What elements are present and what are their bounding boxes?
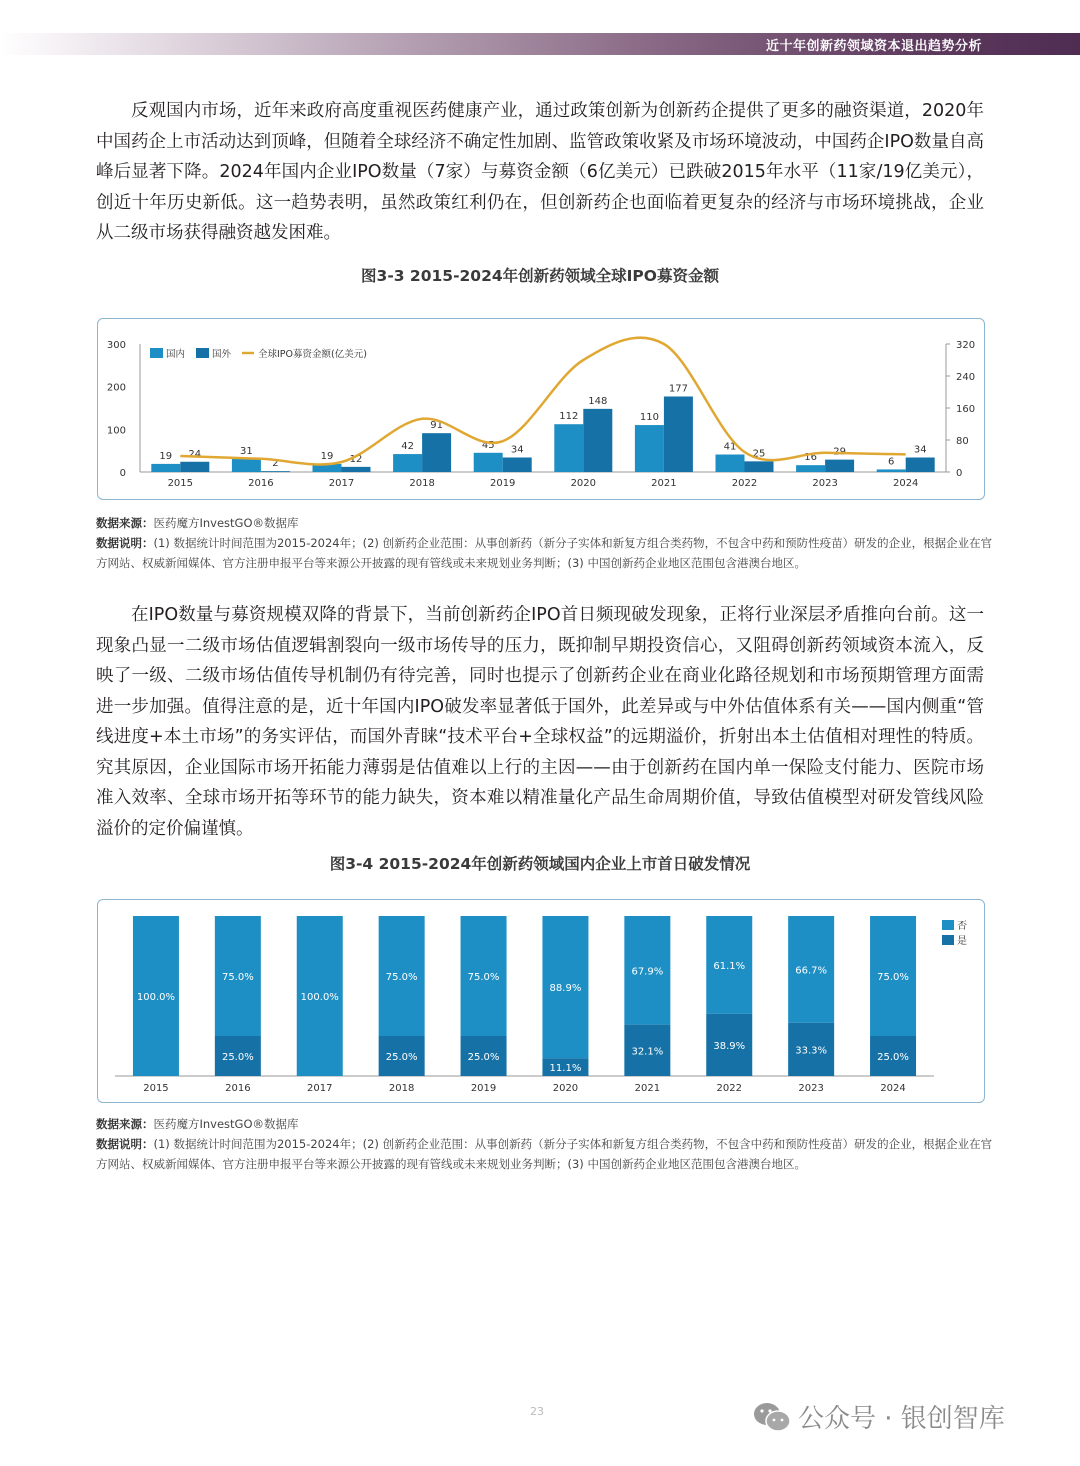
bar-label-no: 75.0% bbox=[877, 972, 909, 983]
bar-label-yes: 25.0% bbox=[385, 1052, 418, 1063]
x-tick-label: 2016 bbox=[225, 1083, 251, 1094]
legend-label-foreign: 国外 bbox=[212, 349, 232, 360]
bar-label-foreign: 12 bbox=[349, 453, 363, 465]
x-tick-label: 2024 bbox=[892, 478, 919, 489]
bar-label-no: 75.0% bbox=[385, 972, 418, 983]
x-tick-label: 2022 bbox=[731, 478, 758, 489]
x-tick-label: 2020 bbox=[570, 478, 597, 489]
bar-domestic bbox=[232, 459, 261, 472]
bar-domestic bbox=[635, 425, 664, 472]
bar-label-no: 88.9% bbox=[549, 983, 582, 995]
paragraph-1 bbox=[96, 96, 984, 249]
bar-domestic bbox=[877, 469, 906, 472]
bar-label-foreign: 29 bbox=[833, 446, 846, 458]
bar-domestic bbox=[554, 424, 583, 472]
figure-2-notes bbox=[96, 1114, 996, 1174]
bar-label-foreign: 25 bbox=[752, 448, 766, 460]
legend-swatch-yes bbox=[942, 935, 954, 945]
bar-label-foreign: 2 bbox=[272, 458, 279, 470]
bar-label-foreign: 177 bbox=[668, 383, 688, 395]
left-tick-label: 300 bbox=[106, 340, 126, 351]
bar-domestic bbox=[796, 465, 825, 472]
right-tick-label: 320 bbox=[956, 340, 976, 351]
figure-2-chart bbox=[97, 899, 985, 1103]
figure-2-source: 数据来源：医药魔方InvestGO®数据库 bbox=[96, 1117, 299, 1131]
bar-label-yes: 32.1% bbox=[631, 1046, 664, 1058]
legend-swatch-foreign bbox=[196, 348, 209, 358]
bar-domestic bbox=[716, 455, 745, 472]
figure-2-title: 图3-4 2015-2024年创新药领域国内企业上市首日破发情况 bbox=[329, 855, 751, 873]
bar-label-domestic: 19 bbox=[159, 450, 173, 462]
bar-label-domestic: 112 bbox=[559, 411, 579, 423]
bar-label-no: 75.0% bbox=[221, 972, 254, 983]
legend-label-line: 全球IPO募资金额(亿美元) bbox=[258, 349, 367, 360]
bar-label-domestic: 41 bbox=[723, 441, 737, 453]
figure-1-note: 数据说明：(1) 数据统计时间范围为2015-2024年；(2) 创新药企业范围：从事创新药（新分子实体和新复方组合类药物，不包含中药和预防性疫苗）研发的企业，根据企业在官方网站、权威新闻媒体、官方注册申报平台等来源公开披露的现有管线或未来规划业务判断；(3) 中国创新药企业地区范围包含港澳台地区。 bbox=[96, 536, 993, 570]
right-tick-label: 160 bbox=[956, 404, 976, 415]
bar-foreign bbox=[583, 409, 612, 472]
bar-label-no: 67.9% bbox=[631, 966, 664, 978]
bar-domestic bbox=[393, 454, 422, 472]
figure-1-notes bbox=[96, 513, 996, 573]
bar-domestic bbox=[151, 464, 180, 472]
watermark bbox=[752, 1398, 1005, 1435]
legend-label-yes: 是 bbox=[957, 936, 967, 947]
x-tick-label: 2018 bbox=[409, 478, 435, 489]
x-tick-label: 2019 bbox=[470, 1083, 497, 1094]
bar-foreign bbox=[422, 433, 451, 472]
header-title: 近十年创新药领域资本退出趋势分析 bbox=[765, 39, 982, 54]
x-tick-label: 2020 bbox=[552, 1083, 579, 1094]
figure-1-chart bbox=[97, 318, 985, 500]
left-tick-label: 0 bbox=[119, 468, 126, 479]
bar-label-yes: 33.3% bbox=[795, 1045, 828, 1057]
bar-foreign bbox=[906, 457, 935, 472]
bar-label-foreign: 148 bbox=[588, 395, 608, 407]
x-tick-label: 2019 bbox=[489, 478, 516, 489]
paragraph-2 bbox=[96, 600, 984, 844]
bar-label-foreign: 34 bbox=[913, 444, 927, 456]
paragraph-1-text: 反观国内市场，近年来政府高度重视医药健康产业，通过政策创新为创新药企提供了更多的融资渠道，2020年中国药企上市活动达到顶峰，但随着全球经济不确定性加剧、监管政策收紧及市场环境波动，中国药企IPO数量自高峰后显著下降。2024年国内企业IPO数量（7家）与募资金额（6亿美元）已跌破2015年水平（11家/19亿美元），创近十年历史新低。这一趋势表明，虽然政策红利仍在，但创新药企也面临着更复杂的经济与市场环境挑战，企业从二级市场获得融资越发困难。 bbox=[96, 101, 984, 243]
x-tick-label: 2017 bbox=[307, 1083, 333, 1094]
bar-label-yes: 38.9% bbox=[713, 1040, 746, 1052]
bar-foreign bbox=[503, 457, 532, 472]
legend-swatch-no bbox=[942, 920, 954, 930]
left-tick-label: 200 bbox=[106, 382, 126, 394]
bar-label-foreign: 34 bbox=[510, 444, 524, 456]
bar-foreign bbox=[664, 396, 693, 472]
x-tick-label: 2017 bbox=[328, 478, 355, 489]
bar-foreign bbox=[745, 461, 774, 472]
bar-foreign bbox=[180, 462, 209, 472]
figure-1-source: 数据来源：医药魔方InvestGO®数据库 bbox=[96, 516, 299, 530]
wechat-icon bbox=[752, 1401, 792, 1433]
legend-label-domestic: 国内 bbox=[166, 349, 186, 360]
bar-label-no: 61.1% bbox=[713, 960, 746, 972]
ipo-break-chart bbox=[98, 900, 984, 1102]
x-tick-label: 2023 bbox=[798, 1083, 824, 1094]
bar-label-domestic: 45 bbox=[481, 439, 495, 451]
legend-swatch-domestic bbox=[150, 348, 163, 358]
bar-label-domestic: 42 bbox=[401, 441, 414, 453]
x-tick-label: 2018 bbox=[388, 1083, 415, 1094]
page-number: 23 bbox=[530, 1405, 544, 1418]
bar-foreign bbox=[825, 460, 854, 472]
right-tick-label: 240 bbox=[956, 372, 976, 383]
legend-label-no: 否 bbox=[957, 921, 967, 932]
bar-label-yes: 11.1% bbox=[549, 1063, 582, 1075]
right-tick-label: 0 bbox=[956, 468, 963, 479]
bar-label-no: 75.0% bbox=[467, 972, 500, 983]
bar-label-foreign: 91 bbox=[430, 420, 443, 432]
bar-label-no: 100.0% bbox=[136, 992, 176, 1003]
x-tick-label: 2021 bbox=[634, 1083, 661, 1094]
bar-foreign bbox=[261, 471, 290, 472]
x-tick-label: 2021 bbox=[651, 478, 677, 489]
bar-label-domestic: 110 bbox=[639, 412, 659, 424]
bar-label-yes: 25.0% bbox=[467, 1052, 500, 1063]
watermark-text: 公众号 · 银创智库 bbox=[798, 1404, 1005, 1434]
ipo-funding-chart bbox=[98, 319, 984, 499]
right-tick-label: 80 bbox=[956, 436, 969, 447]
bar-label-yes: 25.0% bbox=[877, 1052, 909, 1063]
left-tick-label: 100 bbox=[106, 425, 126, 437]
x-tick-label: 2022 bbox=[716, 1083, 742, 1094]
figure-2-note: 数据说明：(1) 数据统计时间范围为2015-2024年；(2) 创新药企业范围：从事创新药（新分子实体和新复方组合类药物，不包含中药和预防性疫苗）研发的企业，根据企业在官方网站、权威新闻媒体、官方注册申报平台等来源公开披露的现有管线或未来规划业务判断；(3) 中国创新药企业地区范围包含港澳台地区。 bbox=[96, 1137, 993, 1171]
bar-label-yes: 25.0% bbox=[221, 1052, 254, 1063]
x-tick-label: 2024 bbox=[880, 1083, 906, 1094]
bar-label-domestic: 16 bbox=[804, 452, 817, 464]
bar-label-domestic: 6 bbox=[888, 456, 895, 468]
bar-foreign bbox=[342, 467, 371, 472]
x-tick-label: 2023 bbox=[812, 478, 838, 489]
bar-label-no: 100.0% bbox=[300, 992, 339, 1003]
x-tick-label: 2015 bbox=[143, 1083, 169, 1094]
bar-label-domestic: 31 bbox=[240, 445, 253, 457]
bar-label-no: 66.7% bbox=[795, 965, 828, 977]
bar-label-foreign: 24 bbox=[188, 448, 202, 460]
x-tick-label: 2015 bbox=[167, 478, 194, 489]
x-tick-label: 2016 bbox=[248, 478, 274, 489]
bar-domestic bbox=[474, 453, 503, 472]
bar-label-domestic: 19 bbox=[320, 450, 334, 462]
figure-1-title: 图3-3 2015-2024年创新药领域全球IPO募资金额 bbox=[361, 267, 719, 285]
paragraph-2-text: 在IPO数量与募资规模双降的背景下，当前创新药企IPO首日频现破发现象，正将行业深层矛盾推向台前。这一现象凸显一二级市场估值逻辑割裂向一级市场传导的压力，既抑制早期投资信心，又阻碍创新药领域资本流入，反映了一级、二级市场估值传导机制仍有待完善，同时也提示了创新药企业在商业化路径规划和市场预期管理方面需进一步加强。值得注意的是，近十年国内IPO破发率显著低于国外，此差异或与中外估值体系有关——国内侧重“管线进度+本土市场”的务实评估，而国外青睐“技术平台+全球权益”的远期溢价，折射出本土估值相对理性的特质。究其原因，企业国际市场开拓能力薄弱是估值难以上行的主因——由于创新药在国内单一保险支付能力、医院市场准入效率、全球市场开拓等环节的能力缺失，资本难以精准量化产品生命周期价值，导致估值模型对研发管线风险溢价的定价偏谨慎。 bbox=[96, 605, 984, 839]
